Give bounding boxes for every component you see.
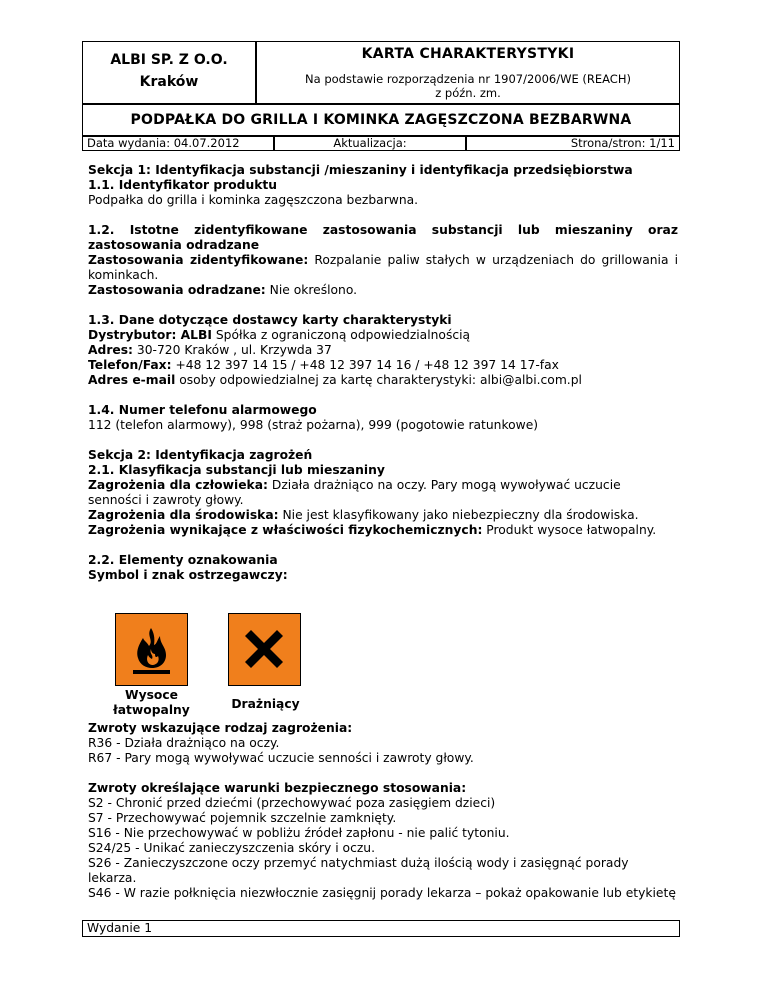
human-hazard-text: Działa drażniąco na oczy. Pary mogą wywoływać uczucie senności i zawroty głowy.: [88, 478, 621, 507]
flame-caption-line-2: łatwopalny: [113, 703, 190, 717]
section1-heading: Sekcja 1: Identyfikacja substancji /mieszaniny i identyfikacja przedsiębiorstwa: [88, 163, 633, 177]
section2-heading: Sekcja 2: Identyfikacja zagrożeń: [88, 448, 313, 462]
s12-heading: 1.2. Istotne zidentyfikowane zastosowania substancji lub mieszaniny oraz zastosowania odradzane: [88, 223, 678, 252]
irritant-pictogram-caption: Drażniący: [231, 697, 300, 711]
flame-pictogram-icon: [115, 613, 188, 686]
r-phrase: R67 - Pary mogą wywoływać uczucie senności i zawroty głowy.: [88, 751, 474, 765]
regulation-line-2: z późn. zm.: [435, 86, 501, 100]
s11-text: Podpałka do grilla i kominka zagęszczona bezbarwna.: [88, 193, 419, 207]
issue-date: Data wydania: 04.07.2012: [82, 136, 274, 151]
flame-pictogram-caption: [103, 688, 200, 718]
s13-tel-text: +48 12 397 14 15 / +48 12 397 14 16 / +48 12 397 14 17-fax: [171, 358, 559, 372]
s-phrase: S16 - Nie przechowywać w pobliżu źródeł zapłonu - nie palić tytoniu.: [88, 826, 510, 840]
company-name: ALBI SP. Z O.O.: [110, 52, 228, 68]
s13-addr-label: Adres:: [88, 343, 133, 357]
s22-heading: 2.2. Elementy oznakowania: [88, 553, 278, 567]
meta-row: [82, 136, 680, 151]
company-city: Kraków: [139, 74, 199, 90]
s13-dist-label: Dystrybutor: ALBI: [88, 328, 212, 342]
r-phrases-heading: Zwroty wskazujące rodzaj zagrożenia:: [88, 721, 353, 735]
s12-adv-label: Zastosowania odradzane:: [88, 283, 266, 297]
s14-text: 112 (telefon alarmowy), 998 (straż pożarna), 999 (pogotowie ratunkowe): [88, 418, 539, 432]
pictogram-row: [88, 598, 678, 717]
update-date: Aktualizacja:: [274, 136, 466, 151]
env-hazard-label: Zagrożenia dla środowiska:: [88, 508, 279, 522]
title-box: [256, 41, 680, 104]
s-phrases-heading: Zwroty określające warunki bezpiecznego stosowania:: [88, 781, 467, 795]
s13-email-label: Adres e-mail: [88, 373, 176, 387]
company-box: [82, 41, 256, 104]
document-title: KARTA CHARAKTERYSTYKI: [361, 46, 575, 62]
s-phrase: S24/25 - Unikać zanieczyszczenia skóry i oczu.: [88, 841, 375, 855]
s21-heading: 2.1. Klasyfikacja substancji lub mieszaniny: [88, 463, 385, 477]
irritant-x-pictogram-icon: [228, 613, 301, 686]
s-phrase: S26 - Zanieczyszczone oczy przemyć natychmiast dużą ilością wody i zasięgnąć porady lekarza.: [88, 856, 629, 885]
s12-adv-text: Nie określono.: [265, 283, 358, 297]
s12-uses-text: Rozpalanie paliw stałych w urządzeniach do grillowania i kominkach.: [88, 253, 678, 282]
symbol-heading: Symbol i znak ostrzegawczy:: [88, 568, 288, 582]
regulation-note: [257, 72, 679, 100]
page-number: Strona/stron: 1/11: [466, 136, 680, 151]
s14-heading: 1.4. Numer telefonu alarmowego: [88, 403, 317, 417]
s-phrase: S2 - Chronić przed dziećmi (przechowywać poza zasięgiem dzieci): [88, 796, 496, 810]
s13-addr-text: 30-720 Kraków , ul. Krzywda 37: [132, 343, 332, 357]
flame-caption-line-1: Wysoce: [125, 688, 178, 702]
regulation-line-1: Na podstawie rozporządzenia nr 1907/2006/WE (REACH): [305, 72, 631, 86]
product-name: PODPAŁKA DO GRILLA I KOMINKA ZAGĘSZCZONA BEZBARWNA: [82, 104, 680, 136]
env-hazard-text: Nie jest klasyfikowany jako niebezpieczny dla środowiska.: [278, 508, 639, 522]
phys-hazard-label: Zagrożenia wynikające z właściwości fizykochemicznych:: [88, 523, 483, 537]
r-phrase: R36 - Działa drażniąco na oczy.: [88, 736, 280, 750]
human-hazard-label: Zagrożenia dla człowieka:: [88, 478, 268, 492]
s13-tel-label: Telefon/Fax:: [88, 358, 172, 372]
document-body: [88, 163, 678, 901]
s13-dist-text: Spółka z ograniczoną odpowiedzialnością: [211, 328, 471, 342]
footer-edition: Wydanie 1: [82, 920, 680, 937]
s13-heading: 1.3. Dane dotyczące dostawcy karty charakterystyki: [88, 313, 452, 327]
s13-email-text: osoby odpowiedzialnej za kartę charakterystyki: albi@albi.com.pl: [175, 373, 582, 387]
phys-hazard-text: Produkt wysoce łatwopalny.: [482, 523, 657, 537]
s-phrase: S7 - Przechowywać pojemnik szczelnie zamknięty.: [88, 811, 397, 825]
s12-uses-label: Zastosowania zidentyfikowane:: [88, 253, 309, 267]
s-phrase: S46 - W razie połknięcia niezwłocznie zasięgnij porady lekarza – pokaż opakowanie lub etykietę: [88, 886, 676, 900]
s11-heading: 1.1. Identyfikator produktu: [88, 178, 278, 192]
